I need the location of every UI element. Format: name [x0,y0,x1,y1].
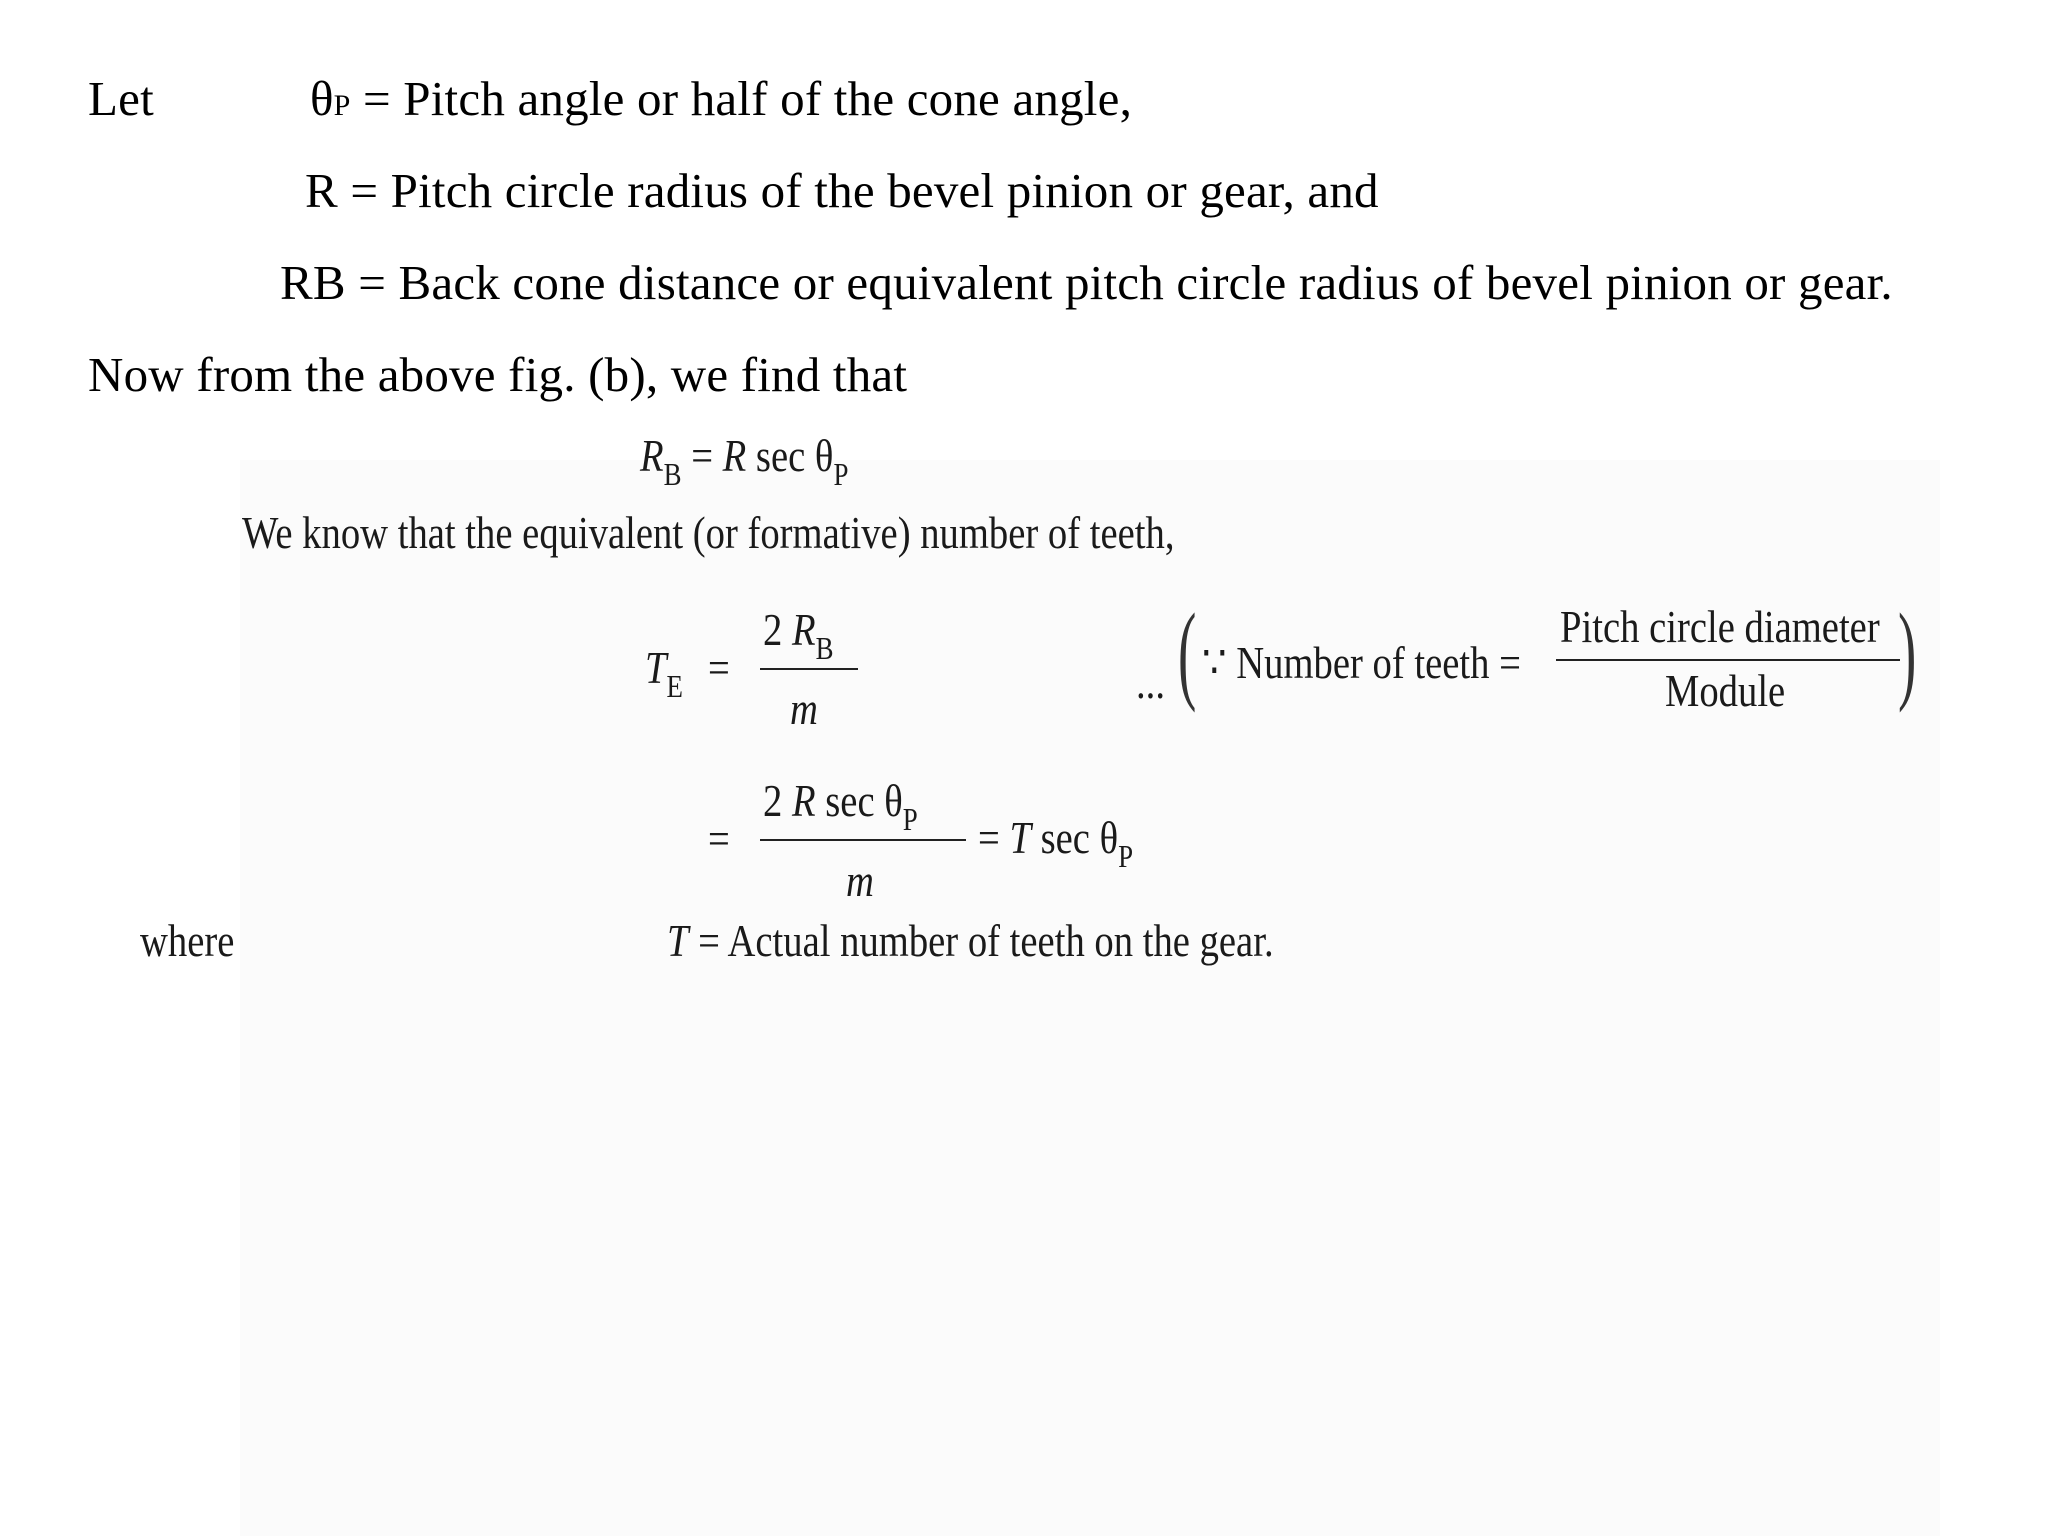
eq3-num-var: R [791,775,816,826]
where-label: where [140,915,235,966]
theta-definition-text: = Pitch angle or half of the cone angle, [350,71,1133,126]
theta-definition [310,71,1133,126]
eq1-rhs-sub: P [833,456,849,492]
eq1-rhs-var: R [722,430,747,481]
ratio-denominator: Module [1665,665,1786,716]
eq3-num-coef: 2 [763,775,792,826]
ratio-fraction-bar [1556,659,1900,661]
eq3-equals: = [708,813,730,864]
eq2-lhs-var: T [645,642,667,693]
eq3-rhs-sub: P [1118,838,1134,874]
eq3-rhs [978,812,1134,874]
eq2-dots: ... [1136,657,1165,708]
eq1-equals: = [691,430,723,481]
where-def-text: = Actual number of teeth on the gear. [688,915,1274,966]
eq2-fraction-bar [760,668,858,670]
let-label: Let [88,71,154,126]
ratio-numerator: Pitch circle diameter [1560,601,1880,652]
eq3-num-sub: P [902,801,918,837]
eq3-denominator: m [846,855,874,906]
eq3-rhs-eq: = [978,812,1010,863]
where-var: T [667,915,689,966]
rb-definition: RB = Back cone distance or equivalent pitch circle radius of bevel pinion or gear. [280,255,1893,310]
eq2-lhs [645,642,683,704]
right-paren: ) [1898,591,1917,713]
eq3-num-fn: sec θ [815,775,903,826]
eq2-lhs-sub: E [666,668,683,704]
left-paren: ( [1178,591,1197,713]
intro-line: Now from the above fig. (b), we find that [88,347,908,402]
where-definition [667,915,1274,966]
eq1-rhs-fn: sec θ [746,430,834,481]
eq2-denominator: m [790,683,818,734]
theta-subscript: P [333,89,351,122]
r-definition: R = Pitch circle radius of the bevel pinion or gear, and [305,163,1379,218]
equation-rb [640,430,849,492]
eq2-numerator [763,604,834,666]
eq1-lhs-sub: B [663,456,682,492]
eq3-fraction-bar [760,839,966,841]
eq2-num-coef: 2 [763,604,792,655]
eq3-rhs-var: T [1009,812,1031,863]
eq1-lhs: R [640,430,664,481]
eq3-numerator [763,775,918,837]
know-line: We know that the equivalent (or formative) number of teeth, [242,507,1175,558]
because-text: ∵ Number of teeth = [1202,637,1521,688]
eq2-equals: = [708,642,730,693]
theta-symbol: θ [310,71,334,126]
eq2-num-var: R [791,604,816,655]
eq2-num-sub: B [815,630,834,666]
eq3-rhs-fn: sec θ [1030,812,1119,863]
